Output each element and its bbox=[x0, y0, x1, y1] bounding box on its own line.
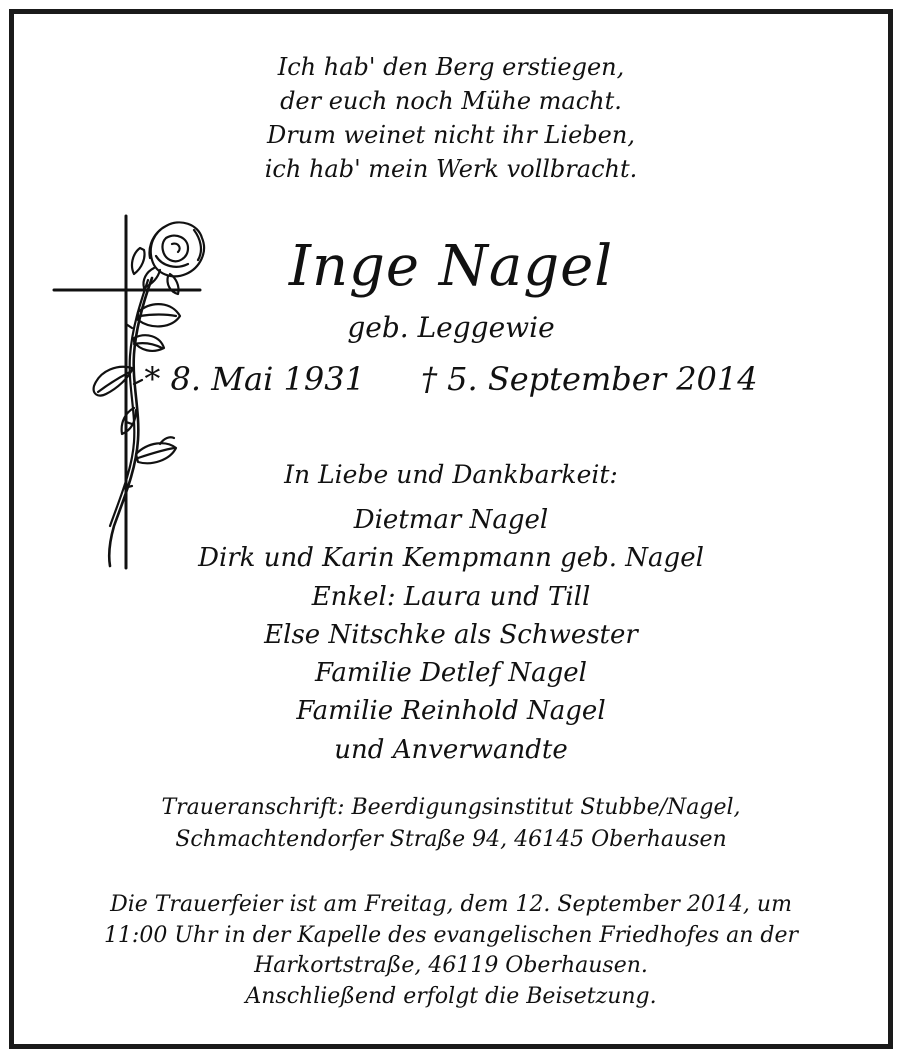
life-dates bbox=[14, 356, 888, 402]
mourner-item: Dirk und Karin Kempmann geb. Nagel bbox=[198, 543, 704, 574]
address-line: Traueranschrift: Beerdigungsinstitut Stubbe/Nagel, bbox=[161, 795, 741, 820]
poem-line: der euch noch Mühe macht. bbox=[280, 87, 622, 115]
ceremony-notice bbox=[14, 890, 888, 1012]
birth-name: geb. Leggewie bbox=[347, 311, 555, 344]
mourners-list bbox=[14, 501, 888, 769]
mourning-address bbox=[14, 792, 888, 856]
ceremony-line: Die Trauerfeier ist am Freitag, dem 12. September 2014, um bbox=[110, 892, 792, 917]
poem-line: Ich hab' den Berg erstiegen, bbox=[277, 53, 625, 81]
ceremony-line: Harkortstraße, 46119 Oberhausen. bbox=[254, 953, 648, 978]
death-date: † 5. September 2014 bbox=[420, 360, 758, 398]
mourner-item: Familie Detlef Nagel bbox=[315, 658, 587, 689]
mourner-item: Familie Reinhold Nagel bbox=[296, 696, 606, 727]
thanks-heading: In Liebe und Dankbarkeit: bbox=[284, 460, 618, 489]
deceased-name: Inge Nagel bbox=[288, 234, 614, 299]
mourner-item: Dietmar Nagel bbox=[353, 505, 549, 535]
poem-line: ich hab' mein Werk vollbracht. bbox=[264, 155, 638, 183]
mourner-item: Enkel: Laura und Till bbox=[311, 581, 591, 612]
mourner-item: Else Nitschke als Schwester bbox=[264, 619, 638, 650]
birth-date: * 8. Mai 1931 bbox=[144, 360, 365, 398]
address-line: Schmachtendorfer Straße 94, 46145 Oberhausen bbox=[175, 827, 727, 852]
ceremony-line: Anschließend erfolgt die Beisetzung. bbox=[245, 983, 657, 1009]
obituary-frame bbox=[9, 9, 893, 1049]
mourner-item: und Anverwandte bbox=[334, 734, 568, 765]
memorial-poem bbox=[14, 50, 888, 186]
poem-line: Drum weinet nicht ihr Lieben, bbox=[267, 121, 635, 149]
ceremony-line: 11:00 Uhr in der Kapelle des evangelischen Friedhofes an der bbox=[103, 922, 799, 948]
